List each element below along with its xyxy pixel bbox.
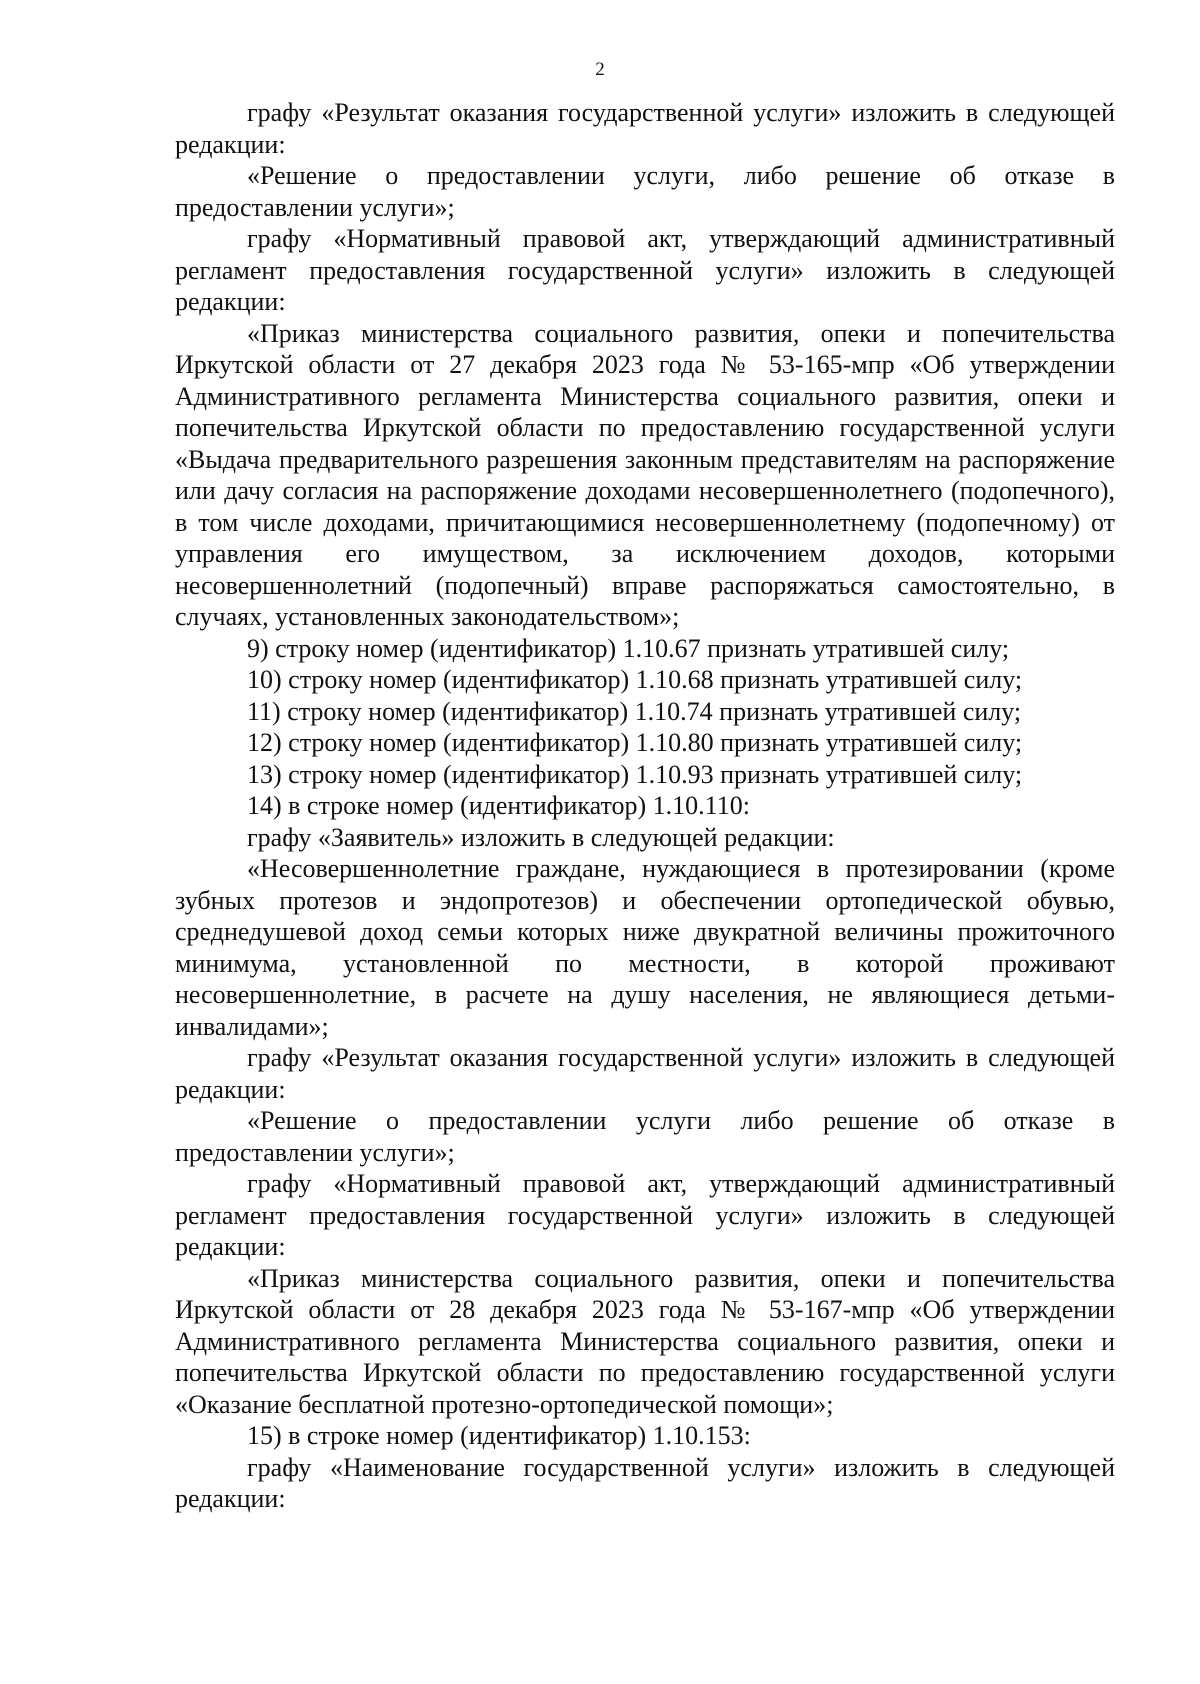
- paragraph: 14) в строке номер (идентификатор) 1.10.110:: [247, 791, 750, 820]
- paragraph: «Приказ министерства социального развития, опеки и попечительства Иркутской области от 27 декабря 2023 года № 53-165-мпр «Об утверждении Административного регламента Министерства социального развития, опеки и попечительства Иркутской области по предоставлению государственной услуги «Выдача предварительного разрешения законным представителям на распоряжение или дачу согласия на распоряжение доходами несовершеннолетнего (подопечного), в том числе доходами, причитающимися несовершеннолетнему (подопечному) от управления его имуществом, за исключением доходов, которыми несовершеннолетний (подопечный) вправе распоряжаться самостоятельно, в случаях, установленных законодательством»;: [175, 318, 1115, 631]
- paragraph: 13) строку номер (идентификатор) 1.10.93 признать утратившей силу;: [247, 759, 1023, 789]
- paragraph: 11) строку номер (идентификатор) 1.10.74 признать утратившей силу;: [247, 696, 1022, 726]
- paragraph: 15) в строке номер (идентификатор) 1.10.153:: [247, 1421, 751, 1450]
- paragraph: «Решение о предоставлении услуги, либо решение об отказе в предоставлении услуги»;: [175, 161, 1115, 222]
- paragraph: «Решение о предоставлении услуги либо решение об отказе в предоставлении услуги»;: [175, 1106, 1115, 1167]
- paragraph: графу «Заявитель» изложить в следующей редакции:: [247, 822, 835, 852]
- paragraph: 12) строку номер (идентификатор) 1.10.80 признать утратившей силу;: [247, 728, 1023, 757]
- paragraph: графу «Результат оказания государственной услуги» изложить в следующей редакции:: [175, 98, 1115, 159]
- paragraph: 9) строку номер (идентификатор) 1.10.67 признать утратившей силу;: [247, 633, 1010, 663]
- paragraph: «Приказ министерства социального развития, опеки и попечительства Иркутской области от 28 декабря 2023 года № 53-167-мпр «Об утверждении Административного регламента Министерства социального развития, опеки и попечительства Иркутской области по предоставлению государственной услуги «Оказание бесплатной протезно-ортопедической помощи»;: [175, 1263, 1115, 1419]
- paragraph: 10) строку номер (идентификатор) 1.10.68 признать утратившей силу;: [247, 665, 1023, 694]
- document-body: [175, 97, 1115, 1515]
- paragraph: графу «Нормативный правовой акт, утверждающий административный регламент предоставления государственной услуги» изложить в следующей редакции:: [175, 1169, 1115, 1261]
- paragraph: «Несовершеннолетние граждане, нуждающиеся в протезировании (кроме зубных протезов и эндопротезов) и обеспечении ортопедической обувью, среднедушевой доход семьи которых ниже двукратной величины прожиточного минимума, установленной по местности, в которой проживают несовершеннолетние, в расчете на душу населения, не являющиеся детьми-инвалидами»;: [175, 854, 1115, 1041]
- page-number: 2: [595, 59, 605, 80]
- paragraph: графу «Результат оказания государственной услуги» изложить в следующей редакции:: [175, 1043, 1115, 1104]
- paragraph: графу «Нормативный правовой акт, утверждающий административный регламент предоставления государственной услуги» изложить в следующей редакции:: [175, 224, 1115, 316]
- paragraph: графу «Наименование государственной услуги» изложить в следующей редакции:: [175, 1452, 1115, 1513]
